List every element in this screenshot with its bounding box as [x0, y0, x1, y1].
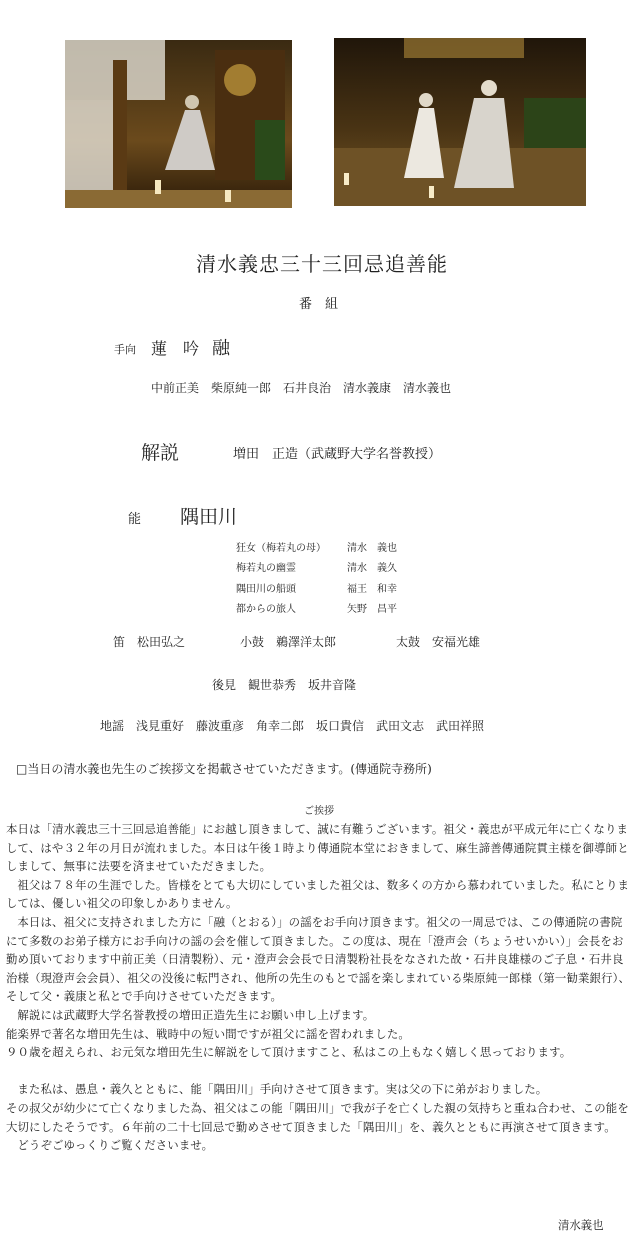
page-title: 清水義忠三十三回忌追善能 — [196, 252, 448, 276]
paragraph-spacer — [6, 1062, 633, 1081]
role-name: 狂女（梅若丸の母） — [236, 543, 326, 554]
notice: □当日の清水義也先生のご挨拶文を掲載させていただきます。(傳通院寺務所) — [16, 762, 432, 776]
kaisetsu-speaker: 増田 正造（武蔵野大学名誉教授） — [233, 447, 442, 462]
program-heading: 番 組 — [299, 297, 339, 312]
greeting-closing: どうぞごゆっくりご覧くださいませ。 — [17, 1138, 214, 1153]
photo-right — [334, 38, 586, 206]
greeting-signature: 清水義也 — [558, 1218, 604, 1232]
koken: 後見 観世恭秀 坂井音隆 — [212, 678, 357, 692]
jiutai: 地謡 浅見重好 藤波重彦 角幸二郎 坂口貴信 武田文志 武田祥照 — [100, 719, 485, 733]
kotsuzumi: 小鼓 鵜澤洋太郎 — [240, 635, 337, 649]
greeting-body — [6, 820, 633, 1155]
tamuke-chorus: 中前正美 柴原純一郎 石井良治 清水義康 清水義也 — [151, 381, 452, 395]
role-actor: 清水 義久 — [347, 563, 397, 574]
greeting-paragraph: 解説には武蔵野大学名誉教授の増田正造先生にお願い申し上げます。 — [17, 1007, 375, 1022]
greeting-paragraph: 本日は「清水義忠三十三回忌追善能」にお越し頂きまして、誠に有難うございます。祖父・義忠が平成元年に亡くなりまして、はや３２年の月日が流れました。本日は午後１時より傳通院本堂におきまして、麻生諦善傳通院貫主様を御導師としまして、無事に法要を済ませていただきました。 — [6, 822, 629, 874]
greeting-paragraph: 本日は、祖父に支持されました方に「融（とおる）」の謡をお手向け頂きます。祖父の一周忌では、この傳通院の書院にて多数のお弟子様方にお手向けの謡の会を催して頂きました。この度は、現在「澄声会（ちょうせいかい）」会長をお勤め頂いております中前正美（日清製粉）、元・澄声会会長で日清製粉社長をなされた故・石井良雄様のご子息・石井良治様（現澄声会会員）、祖父の没後に転門され、他所の先生のもとで謡を楽しまれている柴原純一郎様（第一勧業銀行）、そして父・義康と私とで手向けさせていただきます。 — [6, 914, 631, 1004]
noh-label: 能 — [128, 512, 142, 527]
tamuke-label: 手向 — [114, 343, 136, 356]
noh-piece: 隅田川 — [180, 506, 238, 528]
greeting-paragraph: 祖父は７８年の生涯でした。皆様をとても大切にしていました祖父は、数多くの方から慕われていました。私にとりましては、優しい祖父の印象しかありません。 — [6, 877, 630, 911]
role-actor: 清水 義也 — [347, 543, 397, 554]
fue: 笛 松田弘之 — [113, 635, 186, 649]
taiko: 太鼓 安福光雄 — [396, 635, 481, 649]
greeting-heading: ご挨拶 — [304, 806, 334, 817]
photo-left — [65, 40, 292, 208]
greeting-paragraph: その叔父が幼少にて亡くなりました為、祖父はこの能「隅田川」で我が子を亡くした親の気持ちと重ね合わせ、この能を大切にしたそうです。６年前の二十七回忌で勤めさせて頂きました「隅田川」を、義久とともに再演させて頂きます。 — [6, 1100, 629, 1134]
greeting-paragraph: 能楽界で著名な増田先生は、戦時中の短い間ですが祖父に謡を習われました。 — [6, 1026, 410, 1041]
role-name: 都からの旅人 — [236, 604, 296, 615]
tamuke-performers: 蓮 吟 — [151, 339, 200, 358]
kaisetsu-label: 解説 — [141, 442, 180, 464]
role-actor: 福王 和幸 — [347, 584, 397, 595]
role-actor: 矢野 昌平 — [347, 604, 397, 615]
greeting-paragraph: また私は、愚息・義久とともに、能「隅田川」手向けさせて頂きます。実は父の下に弟がおりました。 — [17, 1082, 548, 1097]
role-name: 梅若丸の幽霊 — [236, 563, 296, 574]
role-name: 隅田川の船頭 — [236, 584, 296, 595]
greeting-paragraph: ９０歳を超えられ、お元気な増田先生に解説をして頂けますこと、私はこの上もなく嬉しく思っております。 — [6, 1045, 572, 1060]
tamuke-piece: 融 — [212, 338, 230, 359]
